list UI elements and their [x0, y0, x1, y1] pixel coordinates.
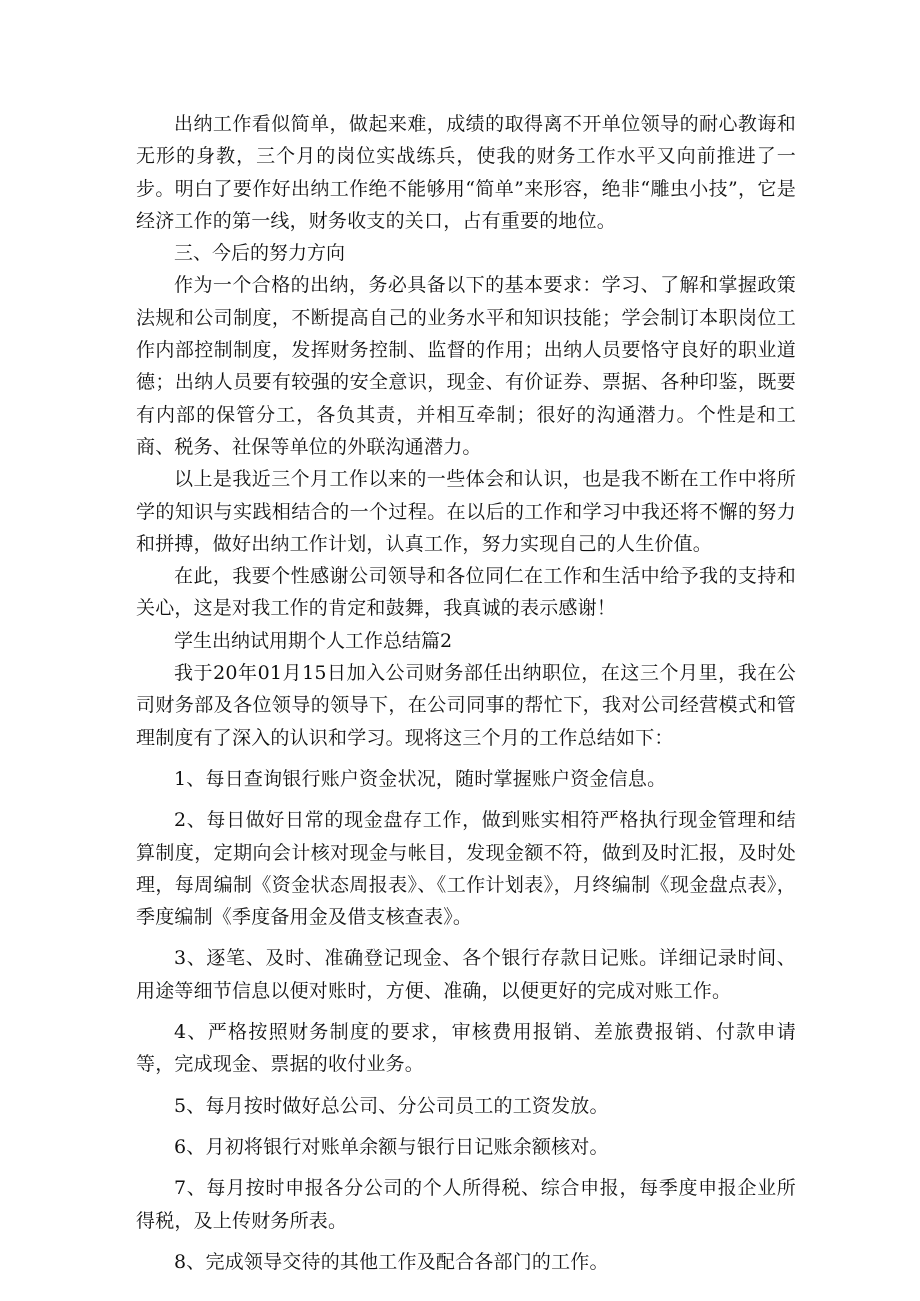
list-item-3: 3、逐笔、及时、准确登记现金、各个银行存款日记账。详细记录时间、用途等细节信息以便对账时，方便、准确，以便更好的完成对账工作。 [136, 947, 796, 1002]
paragraph-introduction: 我于20年01月15日加入公司财务部任出纳职位，在这三个月里，我在公司财务部及各位领导的领导下，在公司同事的帮忙下，我对公司经营模式和管理制度有了深入的认识和学习。现将这三个月的工作总结如下： [136, 662, 796, 749]
list-item-5: 5、每月按时做好总公司、分公司员工的工资发放。 [174, 1094, 609, 1117]
list-item-7: 7、每月按时申报各分公司的个人所得税、综合申报，每季度申报企业所得税，及上传财务所表。 [136, 1177, 796, 1232]
list-item-1: 1、每日查询银行账户资金状况，随时掌握账户资金信息。 [174, 767, 667, 790]
section-heading-future-direction: 三、今后的努力方向 [174, 242, 346, 265]
paragraph-cashier-work: 出纳工作看似简单，做起来难，成绩的取得离不开单位领导的耐心教诲和无形的身教，三个月的岗位实战练兵，使我的财务工作水平又向前推进了一步。明白了要作好出纳工作绝不能够用“简单”来形容，绝非“雕虫小技”，它是经济工作的第一线，财务收支的关口，占有重要的地位。 [136, 113, 796, 232]
list-item-2: 2、每日做好日常的现金盘存工作，做到账实相符严格执行现金管理和结算制度，定期向会计核对现金与帐目，发现金额不符，做到及时汇报，及时处理，每周编制《资金状态周报表》、《工作计划表》，月终编制《现金盘点表》，季度编制《季度备用金及借支核查表》。 [136, 809, 796, 929]
article-title-part2: 学生出纳试用期个人工作总结篇2 [174, 629, 453, 652]
list-item-6: 6、月初将银行对账单余额与银行日记账余额核对。 [174, 1135, 609, 1158]
list-item-4: 4、严格按照财务制度的要求，审核费用报销、差旅费报销、付款申请等，完成现金、票据的收付业务。 [136, 1021, 796, 1076]
paragraph-experience: 以上是我近三个月工作以来的一些体会和认识，也是我不断在工作中将所学的知识与实践相结合的一个过程。在以后的工作和学习中我还将不懈的努力和拼搏，做好出纳工作计划，认真工作，努力实现自己的人生价值。 [136, 468, 796, 555]
document-page [136, 108, 796, 1278]
list-item-8: 8、完成领导交待的其他工作及配合各部门的工作。 [174, 1250, 609, 1273]
paragraph-thanks: 在此，我要个性感谢公司领导和各位同仁在工作和生活中给予我的支持和关心，这是对我工作的肯定和鼓舞，我真诚的表示感谢！ [136, 565, 796, 620]
paragraph-requirements: 作为一个合格的出纳，务必具备以下的基本要求：学习、了解和掌握政策法规和公司制度，不断提高自己的业务水平和知识技能；学会制订本职岗位工作内部控制制度，发挥财务控制、监督的作用；出纳人员要恪守良好的职业道德；出纳人员要有较强的安全意识，现金、有价证券、票据、各种印鉴，既要有内部的保管分工，各负其责，并相互牵制；很好的沟通潜力。个性是和工商、税务、社保等单位的外联沟通潜力。 [136, 274, 796, 458]
